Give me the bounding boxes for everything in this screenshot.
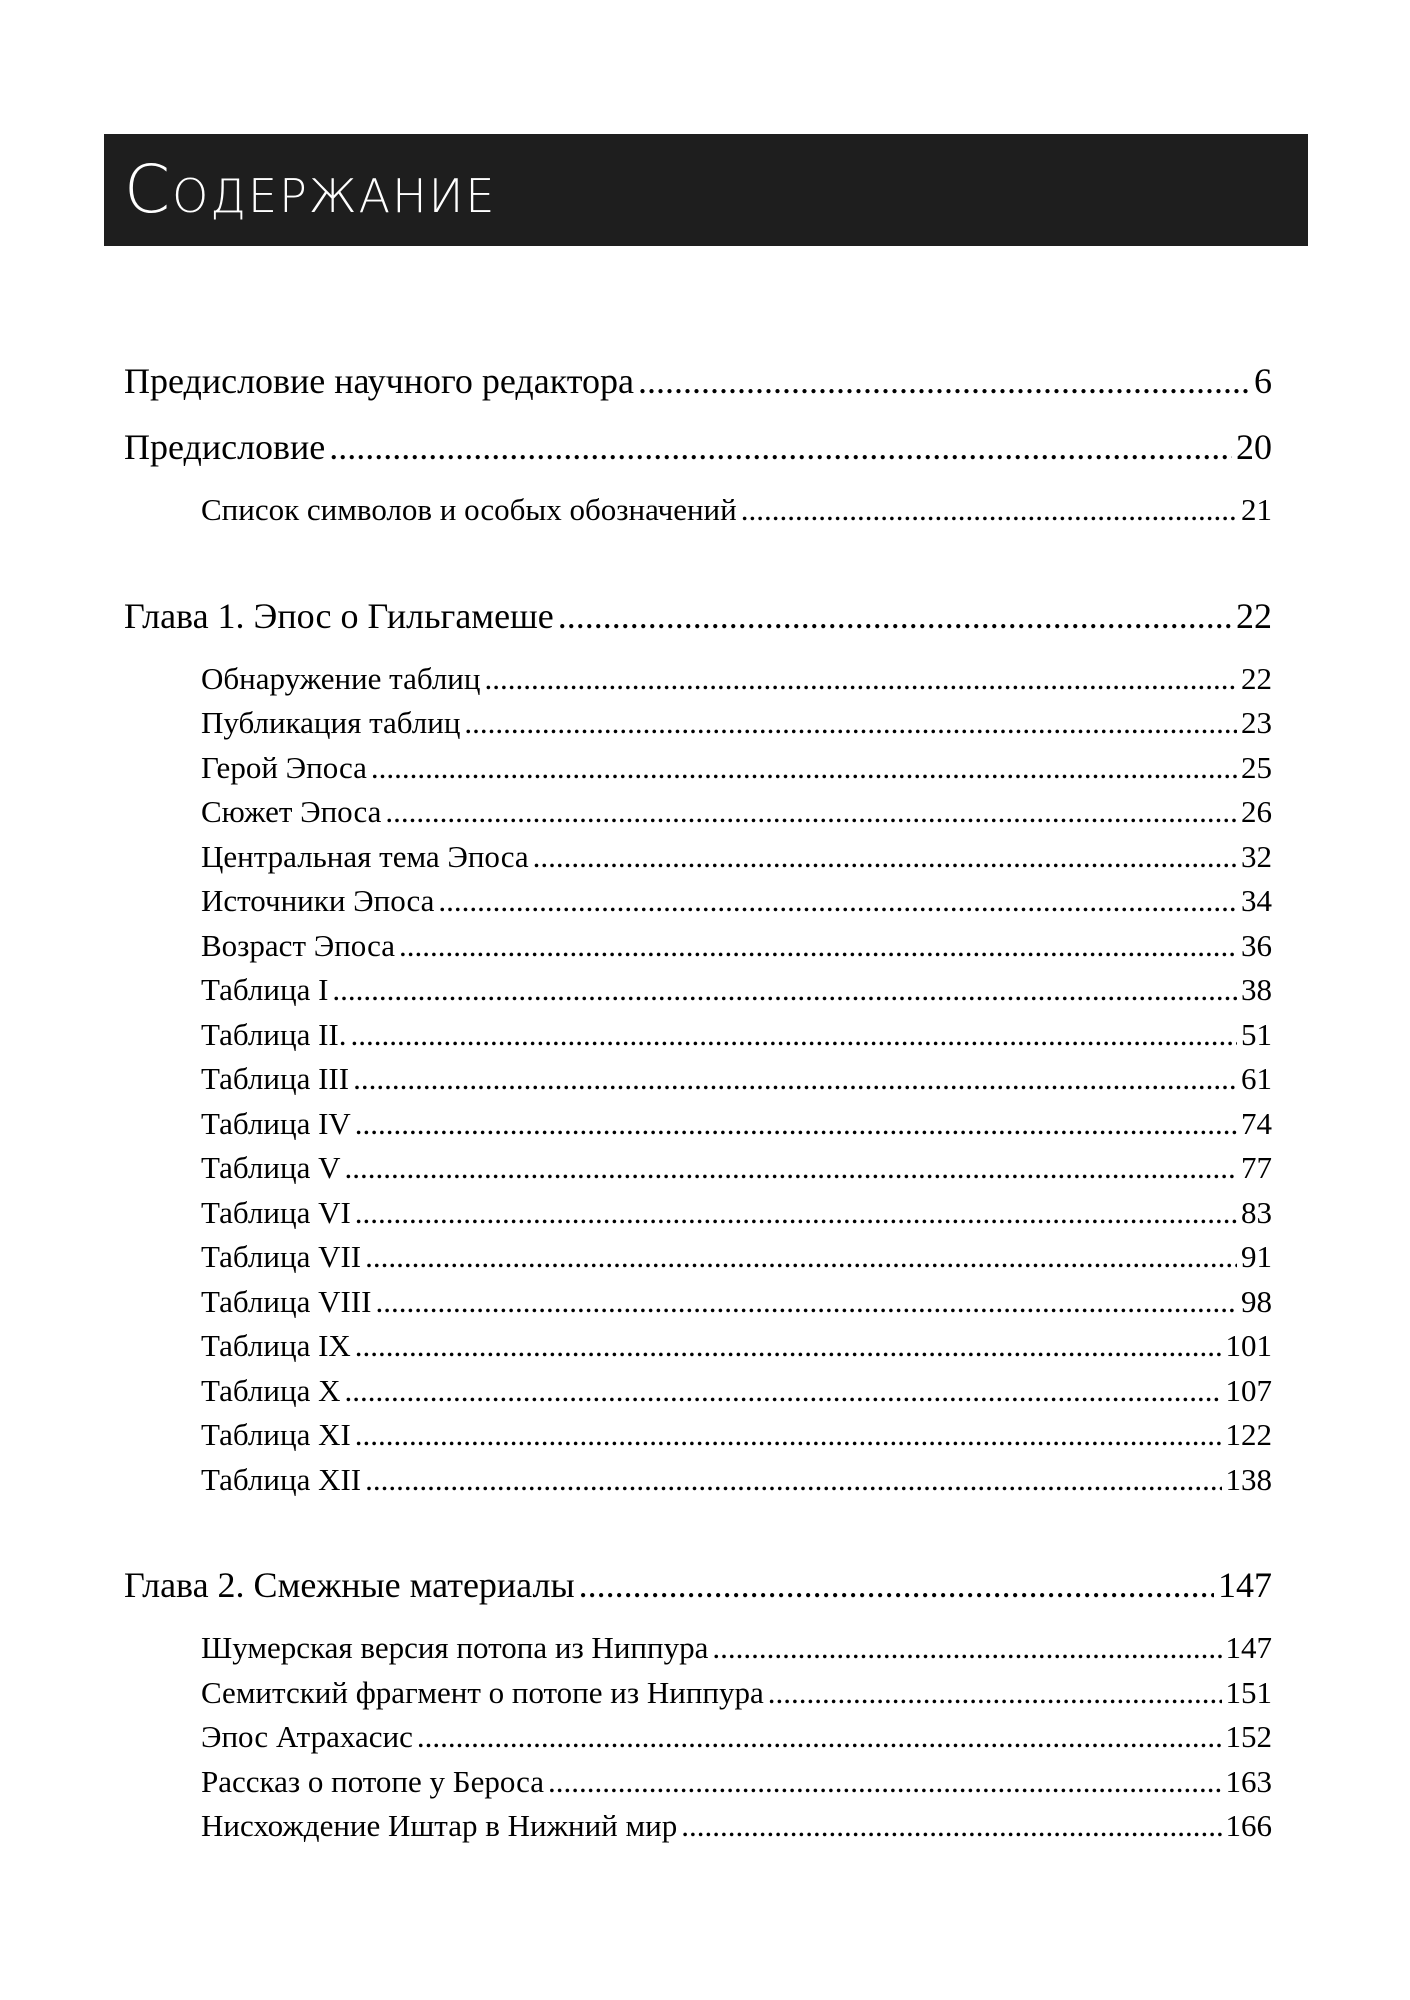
toc-subentry[interactable] <box>124 1373 1272 1418</box>
dot-leader <box>355 1106 1237 1142</box>
dot-leader <box>332 972 1237 1008</box>
toc-subentry[interactable] <box>124 1061 1272 1106</box>
dot-leader <box>350 1017 1237 1053</box>
toc-subentry-page: 98 <box>1241 1283 1272 1319</box>
chapter-2-label: Глава 2. Смежные материалы <box>124 1565 575 1605</box>
table-of-contents <box>124 360 1272 1853</box>
dot-leader <box>375 1284 1237 1320</box>
toc-subentry-page: 147 <box>1225 1630 1272 1665</box>
toc-subentry-page: 25 <box>1241 749 1272 785</box>
toc-subentry-label: Шумерская версия потопа из Ниппура <box>201 1630 709 1665</box>
toc-subentry-page: 61 <box>1241 1061 1272 1096</box>
toc-subentry-page: 22 <box>1241 660 1272 696</box>
toc-subentry-page: 107 <box>1225 1372 1272 1408</box>
toc-subentry[interactable] <box>124 705 1272 750</box>
chapter-1-entries <box>124 661 1272 1507</box>
dot-leader <box>579 1564 1214 1606</box>
dot-leader <box>438 883 1237 919</box>
toc-subentry[interactable] <box>124 1017 1272 1062</box>
toc-subentry[interactable] <box>124 839 1272 884</box>
toc-subentry-label: Возраст Эпоса <box>201 927 395 963</box>
dot-leader <box>371 750 1237 786</box>
toc-subentry[interactable] <box>124 883 1272 928</box>
toc-subentry[interactable] <box>124 750 1272 795</box>
toc-subentry[interactable] <box>124 1239 1272 1284</box>
toc-subentry-label: Таблица XI <box>201 1417 351 1452</box>
toc-subentry-page: 34 <box>1241 883 1272 918</box>
toc-subentry[interactable] <box>124 1808 1272 1853</box>
toc-subentry-label: Таблица I <box>201 972 329 1007</box>
toc-subentry-label: Таблица X <box>201 1372 341 1408</box>
dot-leader <box>712 1630 1221 1666</box>
toc-subentry-label: Нисхождение Иштар в Нижний мир <box>201 1808 678 1843</box>
dot-leader <box>417 1719 1222 1755</box>
toc-subentry-page: 122 <box>1225 1417 1272 1452</box>
toc-subentry-label: Источники Эпоса <box>201 883 435 918</box>
chapter-2-page: 147 <box>1218 1565 1272 1605</box>
toc-subentry[interactable] <box>124 1675 1272 1720</box>
toc-entry-label: Предисловие <box>124 427 326 467</box>
toc-subentry-label: Таблица VIII <box>201 1283 372 1319</box>
toc-subentry[interactable] <box>124 1630 1272 1675</box>
toc-subentry-label: Публикация таблиц <box>201 705 461 740</box>
toc-subentry-label: Семитский фрагмент о потопе из Ниппура <box>201 1674 764 1710</box>
toc-subentry[interactable] <box>124 492 1272 537</box>
toc-subentry[interactable] <box>124 1328 1272 1373</box>
toc-subentry[interactable] <box>124 1284 1272 1329</box>
page-title: Содержание <box>124 151 497 228</box>
toc-subentry-page: 21 <box>1241 492 1272 527</box>
dot-leader <box>344 1150 1237 1186</box>
toc-subentry-page: 74 <box>1241 1105 1272 1141</box>
dot-leader <box>484 661 1237 697</box>
toc-subentry[interactable] <box>124 1764 1272 1809</box>
title-band <box>104 134 1308 246</box>
dot-leader <box>768 1675 1222 1711</box>
dot-leader <box>329 426 1232 468</box>
toc-entry[interactable] <box>124 426 1272 492</box>
toc-subentry[interactable] <box>124 928 1272 973</box>
toc-subentry[interactable] <box>124 1719 1272 1764</box>
dot-leader <box>548 1764 1221 1800</box>
dot-leader <box>558 595 1232 637</box>
dot-leader <box>355 1195 1237 1231</box>
toc-subentry[interactable] <box>124 1417 1272 1462</box>
chapter-2-entries <box>124 1630 1272 1853</box>
toc-subentry-page: 101 <box>1225 1328 1272 1363</box>
toc-subentry-page: 83 <box>1241 1194 1272 1230</box>
dot-leader <box>353 1061 1237 1097</box>
toc-entry-page: 20 <box>1236 427 1272 467</box>
toc-subentry-page: 166 <box>1225 1808 1272 1843</box>
toc-subentry-page: 138 <box>1225 1461 1272 1497</box>
chapter-1-page: 22 <box>1236 595 1272 636</box>
dot-leader <box>344 1373 1221 1409</box>
toc-subentry-label: Таблица VI <box>201 1194 351 1230</box>
dot-leader <box>741 492 1237 528</box>
toc-subentry-label: Таблица IX <box>201 1328 351 1363</box>
toc-subentry-page: 152 <box>1225 1719 1272 1754</box>
toc-entry-label: Предисловие научного редактора <box>124 361 634 401</box>
toc-subentry-page: 32 <box>1241 838 1272 874</box>
toc-subentry[interactable] <box>124 972 1272 1017</box>
toc-subentry-label: Таблица VII <box>201 1239 362 1274</box>
toc-entry[interactable] <box>124 360 1272 426</box>
toc-subentry[interactable] <box>124 1462 1272 1507</box>
dot-leader <box>365 1239 1237 1275</box>
toc-subentry-label: Таблица II. <box>201 1016 347 1052</box>
toc-subentry-label: Центральная тема Эпоса <box>201 838 529 874</box>
toc-subentry-label: Список символов и особых обозначений <box>201 492 737 527</box>
dot-leader <box>385 794 1237 830</box>
dot-leader <box>355 1328 1222 1364</box>
toc-subentry-page: 36 <box>1241 927 1272 963</box>
dot-leader <box>681 1808 1221 1844</box>
toc-subentry-page: 38 <box>1241 972 1272 1007</box>
toc-subentry-page: 23 <box>1241 705 1272 740</box>
toc-subentry-label: Обнаружение таблиц <box>201 660 481 696</box>
dot-leader <box>533 839 1237 875</box>
toc-subentry-page: 26 <box>1241 794 1272 829</box>
toc-entry-page: 6 <box>1254 361 1272 401</box>
toc-chapter-1[interactable] <box>124 595 1272 661</box>
dot-leader <box>355 1417 1222 1453</box>
dot-leader <box>399 928 1237 964</box>
toc-subentry[interactable] <box>124 794 1272 839</box>
toc-subentry-label: Рассказ о потопе у Бероса <box>201 1763 545 1799</box>
toc-subentry[interactable] <box>124 1106 1272 1151</box>
toc-subentry-label: Таблица XII <box>201 1461 362 1497</box>
toc-subentry-page: 51 <box>1241 1016 1272 1052</box>
toc-subentry-label: Сюжет Эпоса <box>201 794 382 829</box>
toc-subentry-label: Таблица V <box>201 1150 341 1185</box>
toc-subentry-label: Герой Эпоса <box>201 749 367 785</box>
dot-leader <box>365 1462 1221 1498</box>
toc-subentry-label: Эпос Атрахасис <box>201 1719 413 1754</box>
toc-subentry-page: 151 <box>1225 1674 1272 1710</box>
toc-subentry-page: 77 <box>1241 1150 1272 1185</box>
toc-subentry[interactable] <box>124 661 1272 706</box>
toc-subentry-page: 163 <box>1225 1763 1272 1799</box>
dot-leader <box>638 360 1250 402</box>
dot-leader <box>464 705 1237 741</box>
toc-subentry-page: 91 <box>1241 1239 1272 1274</box>
toc-subentry[interactable] <box>124 1150 1272 1195</box>
chapter-1-label: Глава 1. Эпос о Гильгамеше <box>124 595 554 636</box>
toc-subentry[interactable] <box>124 1195 1272 1240</box>
toc-chapter-2[interactable] <box>124 1564 1272 1630</box>
toc-subentry-label: Таблица III <box>201 1061 350 1096</box>
toc-subentry-label: Таблица IV <box>201 1105 351 1141</box>
